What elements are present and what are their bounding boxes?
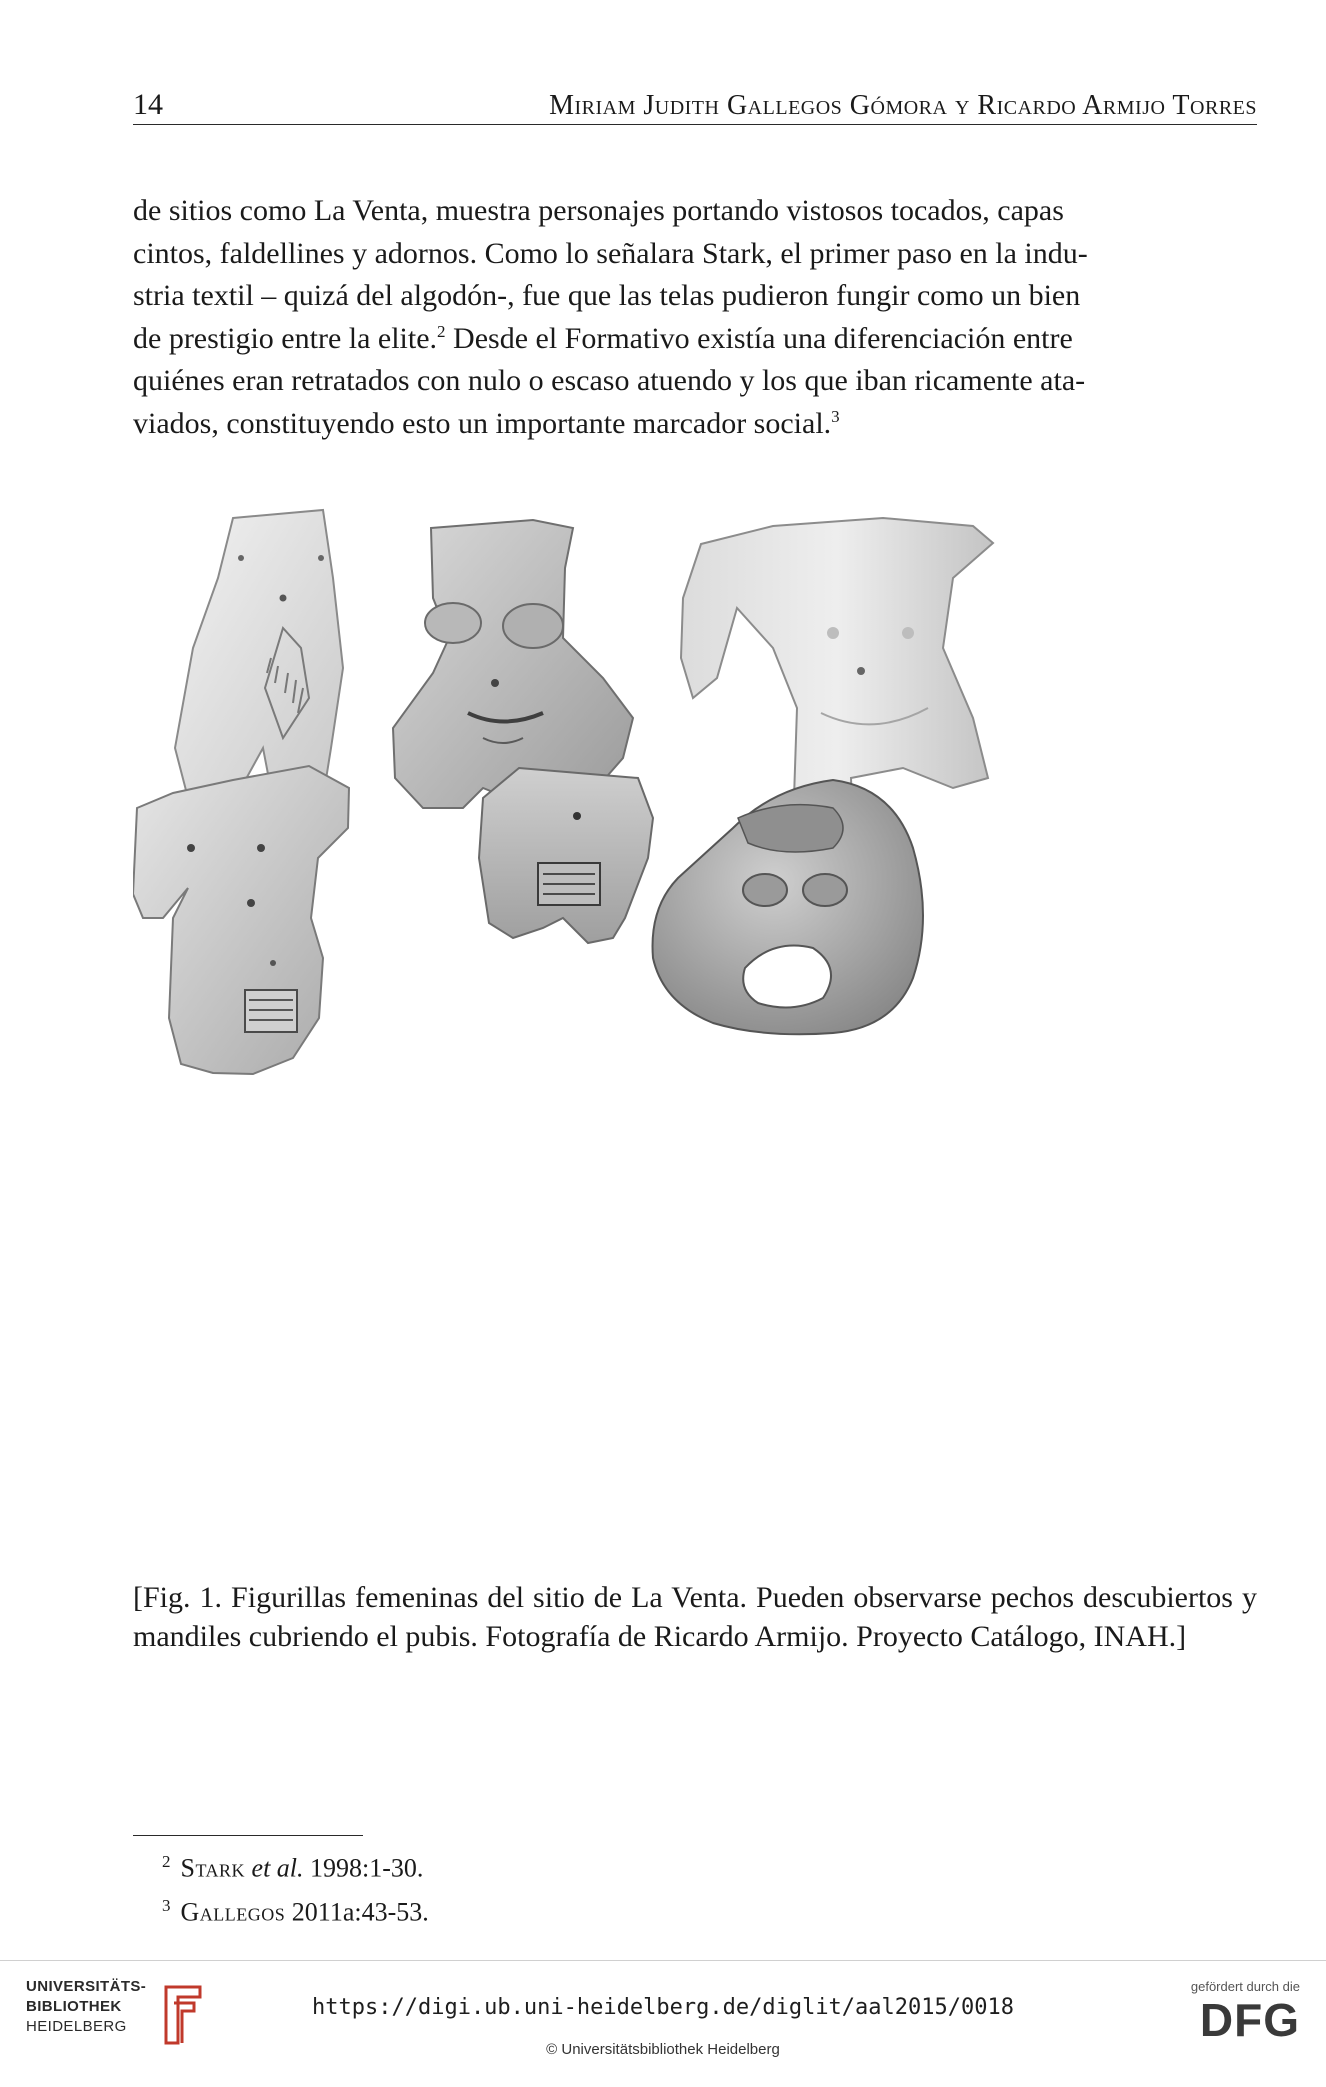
body-line [133, 275, 1257, 318]
digital-library-footer [0, 1960, 1326, 2087]
copyright-notice: © Universitätsbibliothek Heidelberg [546, 2041, 780, 2058]
library-name-line1: UNIVERSITÄTS- [26, 1978, 147, 1995]
body-line-text: stria textil – quizá del algodón-, fue que las telas pudieron fungir como un bien [133, 279, 1081, 312]
figurines-photo [133, 498, 1257, 1558]
footnote-ref: 1998:1-30. [303, 1853, 424, 1883]
figurine-5 [479, 768, 653, 943]
figure-figurines [133, 498, 1257, 1558]
body-line [133, 403, 1257, 446]
footnote-number: 2 [162, 1852, 171, 1871]
body-line [133, 318, 1257, 361]
footnote-ref-2[interactable]: 2 [437, 321, 446, 341]
header-authors: Miriam Judith Gallegos Gómora y Ricardo Armijo Torres [549, 90, 1257, 121]
library-name-line2: BIBLIOTHEK [26, 1998, 122, 2015]
footnote-3 [162, 1887, 429, 1931]
figurine-6 [653, 780, 923, 1034]
permalink-url[interactable]: https://digi.ub.uni-heidelberg.de/diglit/aal2015/0018 [312, 1995, 1014, 2020]
footnote-ref: 2011a:43-53. [285, 1897, 429, 1927]
figurine-1 [175, 510, 343, 800]
footnote-number: 3 [162, 1895, 171, 1915]
footnote-etal: et al. [251, 1853, 304, 1883]
body-line [133, 360, 1257, 403]
figurine-2 [393, 520, 633, 808]
footnote-divider [133, 1835, 363, 1836]
figure-caption: [Fig. 1. Figurillas femeninas del sitio de La Venta. Pueden observarse pechos descubiertos y mandiles cubriendo el pubis. Fotografía de Ricardo Armijo. Proyecto Catálogo, INAH.] [133, 1581, 1257, 1653]
body-line [133, 233, 1257, 276]
page-number: 14 [133, 88, 163, 121]
footnote-ref-3[interactable]: 3 [831, 406, 840, 426]
body-line-text: cintos, faldellines y adornos. Como lo señalara Stark, el primer paso en la indu- [133, 236, 1088, 270]
body-line-text: Desde el Formativo existía una diferenciación entre [445, 321, 1073, 355]
figurine-4 [133, 766, 349, 1074]
footnote-author: Gallegos [180, 1897, 286, 1927]
footnote-author: Stark [180, 1853, 246, 1883]
body-line-text: viados, constituyendo esto un importante marcador social. [133, 406, 832, 440]
body-line-text: de sitios como La Venta, muestra personajes portando vistosos tocados, capas [133, 194, 1064, 227]
body-line-text: quiénes eran retratados con nulo o escaso atuendo y los que iban ricamente ata- [133, 364, 1086, 397]
running-header [133, 84, 1257, 125]
footnote-2 [162, 1843, 429, 1887]
library-name-line3: HEIDELBERG [26, 2018, 127, 2035]
funder-note: gefördert durch die [1190, 1979, 1300, 1994]
footnotes [162, 1843, 429, 1930]
funder-name: DFG [1199, 1994, 1300, 2046]
body-paragraph [133, 190, 1257, 445]
dfg-logo-icon[interactable] [1160, 1979, 1300, 2059]
body-line-text: de prestigio entre la elite. [133, 321, 438, 355]
body-line [133, 190, 1257, 233]
